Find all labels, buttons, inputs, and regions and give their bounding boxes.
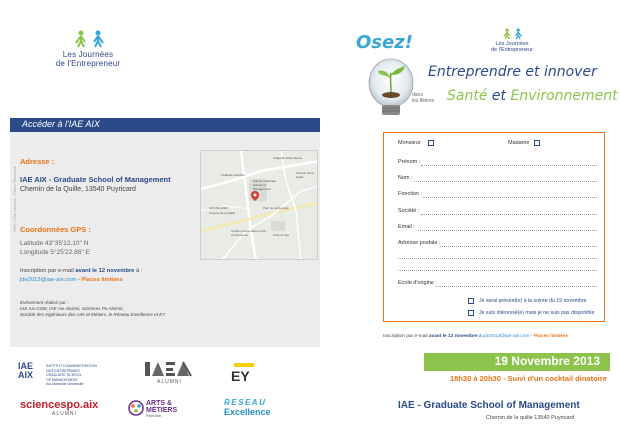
iae-desc-line: OF MANAGEMENT (46, 377, 78, 382)
sciencespo-alumni: ALUMNI (52, 411, 77, 417)
logo-iae-aix (18, 362, 113, 386)
event-venue-address: Chemin de la quille 13540 Puyricard (486, 415, 575, 421)
iae-desc-line: DES ENTREPRISES (46, 368, 80, 373)
people-icon (70, 30, 110, 48)
event-venue: IAE - Graduate School of Management (398, 400, 580, 411)
excellence-text: Excellence (224, 407, 271, 417)
field-prenom-label: Prénom : (398, 159, 421, 165)
field-adresse-line2[interactable] (398, 258, 597, 259)
insc-text-end: à : (134, 268, 143, 274)
form-insc-limited: Places limitées (533, 334, 569, 339)
map-label: IAE Aix Graduate School of Management (253, 179, 277, 191)
madame-checkbox[interactable] (534, 140, 540, 146)
field-email-label: Email : (398, 224, 415, 230)
logo-line2: de l'Entrepreneur (490, 47, 534, 53)
partners-line1: Évènement réalisé par : (20, 300, 69, 305)
partners-line3: Société des Ingénieurs des Arts et Métiers, le Réseau Excellence et EY (20, 312, 166, 317)
title-environnement: Environnement (510, 88, 618, 104)
logo-iae-alumni (143, 360, 193, 386)
access-header (10, 118, 320, 132)
check-present-label: Je serai présent(e) à la soirée du 19 novembre (479, 298, 587, 304)
ey-text: EY (231, 368, 250, 384)
map-label: Chemin de la Quille (296, 171, 314, 179)
insc-sep: - (76, 277, 82, 283)
form-insc-email-link[interactable]: jde2013@iae-aix.com (483, 334, 530, 339)
field-ecole-label: Ecole d'origine : (398, 280, 437, 286)
form-insc-text: Inscription par e-mail (383, 334, 429, 339)
iae-mark: IAE AIX (18, 361, 34, 380)
map-label: Château d'Aruffen (221, 173, 246, 177)
field-prenom-input[interactable] (421, 165, 597, 166)
logo-ey (228, 363, 258, 385)
field-societe-input[interactable] (421, 214, 597, 215)
iae-desc-line: Aix-Marseille Université (46, 382, 84, 387)
sciencespo-text: sciencespo.aix (20, 399, 99, 411)
title-sante: Santé (447, 88, 488, 104)
insc-email-link[interactable]: jde2013@iae-aix.com (20, 277, 77, 283)
insc-text: Inscription par e-mail (20, 268, 76, 274)
people-icon (500, 28, 526, 40)
field-fonction-label: Fonction : (398, 191, 423, 197)
check-interested-label: Je suis intéressé(e) mais je ne suis pas disponible (479, 310, 595, 316)
form-insc-a: à (477, 334, 483, 339)
field-nom-input[interactable] (414, 181, 597, 182)
iae-desc-line: INSTITUT D'ADMINISTRATION (46, 364, 97, 368)
event-schedule: 18h30 à 20h30 - Suivi d'un cocktail dinatoire (450, 374, 607, 383)
map-label: Oraison Notre-Dame d'Aix-en-Provence (231, 229, 267, 237)
gps-latitude: Latitude 43°35'12.10'' N (20, 240, 89, 247)
map-label: LES BAUDES (209, 206, 228, 210)
logo-excellence (224, 398, 304, 420)
logo-journees-entrepreneur (48, 30, 128, 76)
iae-alumni-mark-icon (143, 360, 193, 378)
iae-desc-line: GRADUATE SCHOOL (46, 373, 82, 378)
access-header-text: Accéder à l'IAE AIX (22, 119, 100, 129)
dans-les-filieres (412, 92, 434, 104)
insc-limited: Places limitées (81, 277, 123, 283)
form-insc-sep: - (529, 334, 534, 339)
iae-desc (46, 364, 97, 387)
inscription-email-line (20, 277, 123, 283)
partners-line2: IAE Aix GSM, IAE Aix Alumni, Sciences Po Alumni, (20, 306, 124, 311)
madame-label: Madame (508, 140, 530, 146)
map-label: Chapelle Notre-Dame (273, 156, 303, 160)
filieres-text: les filières (412, 98, 435, 104)
am-line2: MÉTIERS (146, 407, 178, 414)
ey-bar (234, 363, 254, 367)
form-inscription-line (383, 334, 568, 339)
logo-line1: Les Journées (62, 50, 114, 59)
monsieur-checkbox[interactable] (428, 140, 434, 146)
insc-deadline: avant le 12 novembre (75, 268, 135, 274)
field-societe-label: Société : (398, 208, 420, 214)
am-line1: ARTS & (146, 400, 173, 407)
check-present-checkbox[interactable] (468, 298, 474, 304)
dans-text: dans (412, 92, 423, 98)
event-date: 19 Novembre 2013 (494, 354, 600, 368)
form-insc-deadline: avant le 12 novembre (428, 334, 478, 339)
date-banner (424, 353, 610, 371)
field-adresse-label: Adresse postale : (398, 240, 441, 246)
gps-label: Coordonnées GPS : (20, 225, 91, 234)
field-nom-label: Nom : (398, 175, 413, 181)
osez-heading: Osez! (356, 32, 413, 53)
field-ecole-input[interactable] (436, 286, 597, 287)
address-name: IAE AIX - Graduate School of Management (20, 175, 171, 184)
map-label: Chemin de la Quille (209, 211, 236, 215)
am-line3: ParisTech (146, 414, 162, 418)
alumni-text: ALUMNI (157, 379, 182, 385)
location-map[interactable] (200, 150, 318, 260)
main-title-line2 (447, 88, 618, 104)
logo-journees-entrepreneur-small (482, 28, 542, 58)
gps-longitude: Longitude 5°25'22.86'' E (20, 249, 90, 256)
address-street: Chemin de la Quille, 13540 Puyricard (20, 186, 136, 193)
excellence-top: RESEAU (224, 398, 267, 407)
main-title-line1: Entreprendre et innover (428, 64, 597, 80)
inscription-line (20, 268, 142, 274)
field-adresse-input[interactable] (440, 246, 597, 247)
title-et: et (491, 88, 507, 104)
monsieur-label: Monsieur (398, 140, 421, 146)
logo-line1: Les Journées (495, 41, 529, 47)
address-label: Adresse : (20, 157, 55, 166)
logo-sciencespo (20, 399, 110, 419)
logo-line2: de l'Entrepreneur (55, 59, 121, 68)
side-credit: Offre / Site Internet - Photo Réservée (12, 166, 17, 232)
arts-metiers-mark-icon (128, 400, 144, 418)
field-fonction-input[interactable] (423, 197, 597, 198)
map-label: Chemin des (273, 233, 290, 237)
logo-arts-metiers (128, 399, 198, 419)
lightbulb-plant-icon (362, 55, 420, 119)
check-interested-checkbox[interactable] (468, 310, 474, 316)
field-adresse-line3[interactable] (398, 270, 597, 271)
field-email-input[interactable] (418, 230, 597, 231)
map-label: Parc de la Durance (263, 206, 289, 210)
map-pin-icon (251, 191, 259, 201)
